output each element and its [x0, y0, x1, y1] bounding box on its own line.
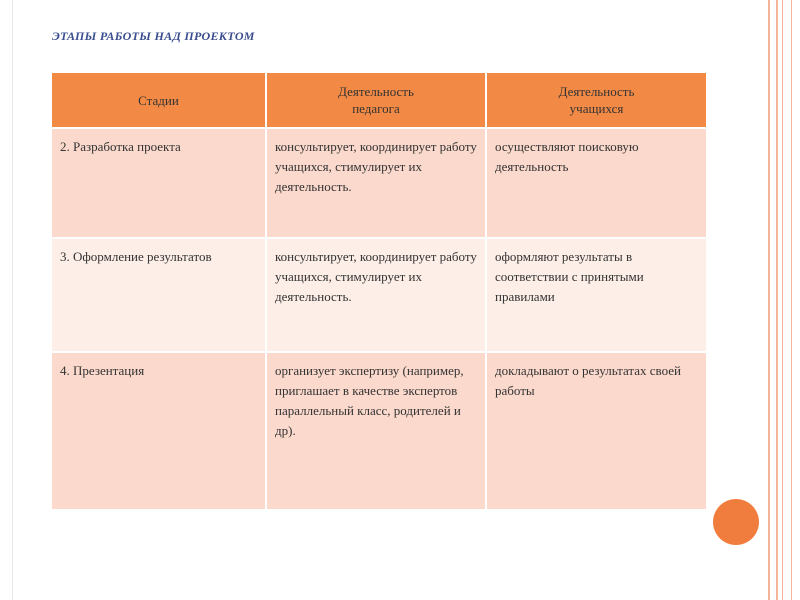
column-header-stages: Стадии [52, 73, 267, 127]
frame-line-right [776, 0, 778, 600]
frame-line-left [12, 0, 13, 600]
frame-line-right [768, 0, 770, 600]
frame-line-right [782, 0, 783, 600]
column-header-teacher-activity-text: Деятельность педагога [338, 84, 414, 116]
table-row [52, 127, 706, 237]
table-cell-teacher-activity: организует экспертизу (например, приглашает в качестве экспертов параллельный класс, родителей и др). [267, 351, 487, 509]
stages-table [52, 73, 706, 509]
table-row [52, 351, 706, 509]
decorative-circle [713, 499, 759, 545]
table-cell-teacher-activity: консультирует, координирует работу учащихся, стимулирует их деятельность. [267, 127, 487, 237]
table-row [52, 237, 706, 351]
table-cell-stage: 4. Презентация [52, 351, 267, 509]
table-cell-stage: 2. Разработка проекта [52, 127, 267, 237]
table-cell-student-activity: докладывают о результатах своей работы [487, 351, 706, 509]
column-header-student-activity [487, 73, 706, 127]
table-cell-stage: 3. Оформление результатов [52, 237, 267, 351]
table-header-row [52, 73, 706, 127]
stages-table-container [52, 73, 706, 509]
table-cell-student-activity: осуществляют поисковую деятельность [487, 127, 706, 237]
column-header-teacher-activity [267, 73, 487, 127]
slide-title: ЭТАПЫ РАБОТЫ НАД ПРОЕКТОМ [52, 29, 255, 43]
frame-line-right [791, 0, 792, 600]
table-cell-teacher-activity: консультирует, координирует работу учащихся, стимулирует их деятельность. [267, 237, 487, 351]
table-cell-student-activity: оформляют результаты в соответствии с принятыми правилами [487, 237, 706, 351]
column-header-student-activity-text: Деятельность учащихся [558, 84, 635, 116]
